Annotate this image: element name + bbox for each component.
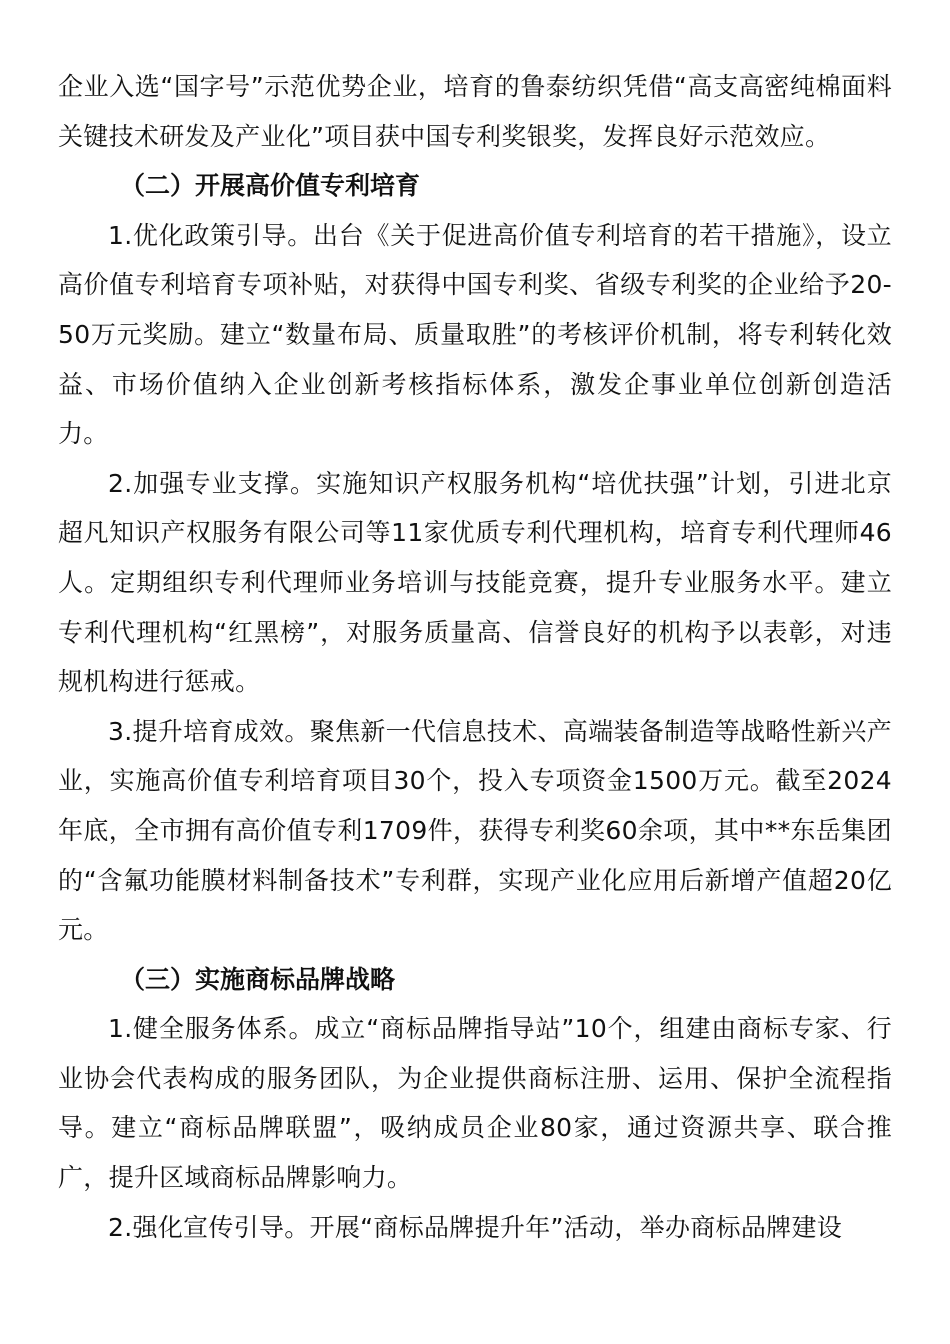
- paragraph-professional-support: 2.加强专业支撑。实施知识产权服务机构“培优扶强”计划，引进北京超凡知识产权服务有限公司等11家优质专利代理机构，培育专利代理师46人。定期组织专利代理师业务培训与技能竞赛，提升专业服务水平。建立专利代理机构“红黑榜”，对服务质量高、信誉良好的机构予以表彰，对违规机构进行惩戒。: [58, 468, 892, 697]
- document-page: [58, 62, 892, 1252]
- section-heading-trademark-strategy: （三）实施商标品牌战略: [120, 964, 396, 994]
- paragraph-publicity-guidance: 2.强化宣传引导。开展“商标品牌提升年”活动，举办商标品牌建设: [108, 1212, 843, 1242]
- paragraph-cultivation-results: 3.提升培育成效。聚焦新一代信息技术、高端装备制造等战略性新兴产业，实施高价值专利培育项目30个，投入专项资金1500万元。截至2024年底，全市拥有高价值专利1709件，获得专利奖60余项，其中**东岳集团的“含氟功能膜材料制备技术”专利群，实现产业化应用后新增产值超20亿元。: [58, 716, 892, 945]
- section-heading-high-value-patents: （二）开展高价值专利培育: [120, 171, 421, 201]
- paragraph-policy-guidance: 1.优化政策引导。出台《关于促进高价值专利培育的若干措施》，设立高价值专利培育专项补贴，对获得中国专利奖、省级专利奖的企业给予20-50万元奖励。建立“数量布局、质量取胜”的考核评价机制，将专利转化效益、市场价值纳入企业创新考核指标体系，激发企事业单位创新创造活力。: [58, 220, 892, 449]
- paragraph-service-system: 1.健全服务体系。成立“商标品牌指导站”10个，组建由商标专家、行业协会代表构成的服务团队，为企业提供商标注册、运用、保护全流程指导。建立“商标品牌联盟”，吸纳成员企业80家，通过资源共享、联合推广，提升区域商标品牌影响力。: [58, 1014, 892, 1193]
- paragraph-demonstration-enterprises: 企业入选“国字号”示范优势企业，培育的鲁泰纺织凭借“高支高密纯棉面料关键技术研发及产业化”项目获中国专利奖银奖，发挥良好示范效应。: [58, 72, 892, 151]
